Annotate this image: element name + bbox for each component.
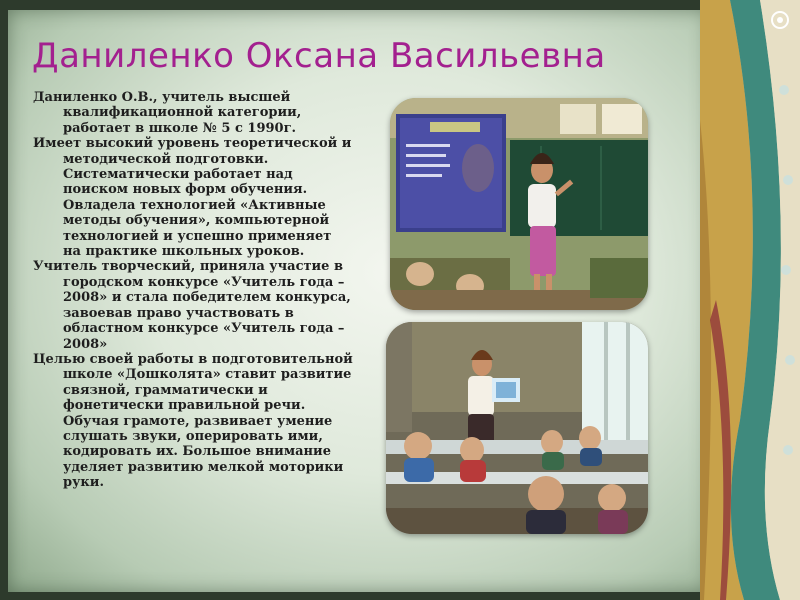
decorative-ribbon-border (700, 0, 800, 600)
slide (8, 10, 708, 592)
biography-text (33, 90, 353, 491)
paragraph-qualification: Даниленко О.В., учитель высшей квалификационной категории, работает в школе № 5 с 1990г. (33, 90, 302, 136)
paragraph-goal: Целью своей работы в подготовительной школе «Дошколята» ставит развитие связной, грамматически и фонетически правильной речи. Обучая грамоте, развивает умение слушать звуки, оперировать ими, кодировать их. Большое внимание уделяет развитию мелкой моторики руки. (33, 351, 353, 491)
paragraph-contest: Учитель творческий, приняла участие в городском конкурсе «Учитель года – 2008» и стала победителем конкурса, завоевав право участвовать в областном конкурсе «Учитель года – 2008» (33, 259, 351, 352)
teacher-at-blackboard-photo (390, 98, 648, 310)
slide-title: Даниленко Оксана Васильевна (32, 36, 606, 76)
teacher-with-children-photo (386, 322, 648, 534)
paragraph-methods: Имеет высокий уровень теоретической и методической подготовки. Систематически работает над поиском новых форм обучения. Овладела технологией «Активные методы обучения», компьютерной технологией и успешно применяет на практике школьных уроков. (33, 136, 352, 260)
